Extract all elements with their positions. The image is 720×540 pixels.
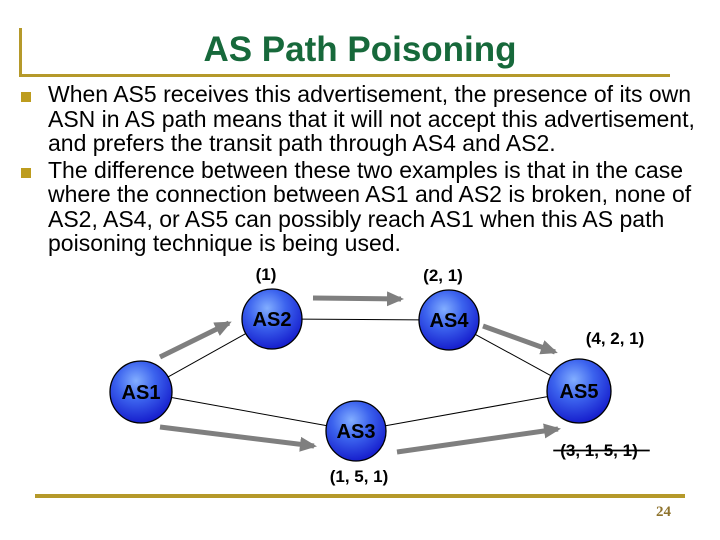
as-path-label: (2, 1) bbox=[423, 266, 463, 285]
page-title: AS Path Poisoning bbox=[203, 30, 517, 69]
advertisement-arrow-AS3-AS5 bbox=[397, 429, 558, 452]
as-path-label: (4, 2, 1) bbox=[585, 329, 645, 348]
as-node-label-AS2: AS2 bbox=[252, 309, 292, 331]
as-node-AS2 bbox=[242, 289, 302, 349]
bullet-text: The difference between these two examples is that in the case where the connection between AS1 and AS2 is broken, none of AS2, AS4, or AS5 can possibly reach AS1 when this AS path poisoning technique is being used. bbox=[48, 156, 692, 256]
as-path-label: (1) bbox=[255, 265, 277, 284]
link-line-AS3-AS5 bbox=[386, 397, 548, 426]
as-path-label-struck: (3, 1, 5, 1) bbox=[560, 441, 638, 460]
link-line-AS2-AS4 bbox=[302, 319, 419, 320]
page-number: 24 bbox=[656, 504, 671, 520]
as-node-label-AS3: AS3 bbox=[336, 421, 376, 443]
as-node-AS5 bbox=[547, 359, 611, 423]
link-line-AS1-AS3 bbox=[172, 398, 327, 426]
link-line-AS1-AS2 bbox=[168, 334, 246, 377]
as-node-label-AS1: AS1 bbox=[121, 382, 161, 404]
advertisement-arrow-AS1-AS3 bbox=[160, 427, 314, 446]
as-node-label-AS4: AS4 bbox=[429, 310, 469, 332]
footer-line bbox=[35, 494, 685, 498]
as-node-AS4 bbox=[419, 290, 479, 350]
advertisement-arrow-AS1-AS2 bbox=[160, 323, 229, 357]
advertisement-arrow-AS2-AS4 bbox=[313, 298, 401, 299]
as-node-AS1 bbox=[110, 361, 172, 423]
link-line-AS4-AS5 bbox=[475, 334, 551, 375]
as-node-AS3 bbox=[326, 401, 386, 461]
advertisement-arrow-AS4-AS5 bbox=[483, 326, 555, 352]
bullet-text: When AS5 receives this advertisement, the presence of its own ASN in AS path means that it will not accept this advertisement, and prefers the transit path through AS4 and AS2. bbox=[48, 81, 695, 156]
as-path-label: (1, 5, 1) bbox=[329, 467, 389, 486]
as-node-label-AS5: AS5 bbox=[559, 381, 599, 403]
